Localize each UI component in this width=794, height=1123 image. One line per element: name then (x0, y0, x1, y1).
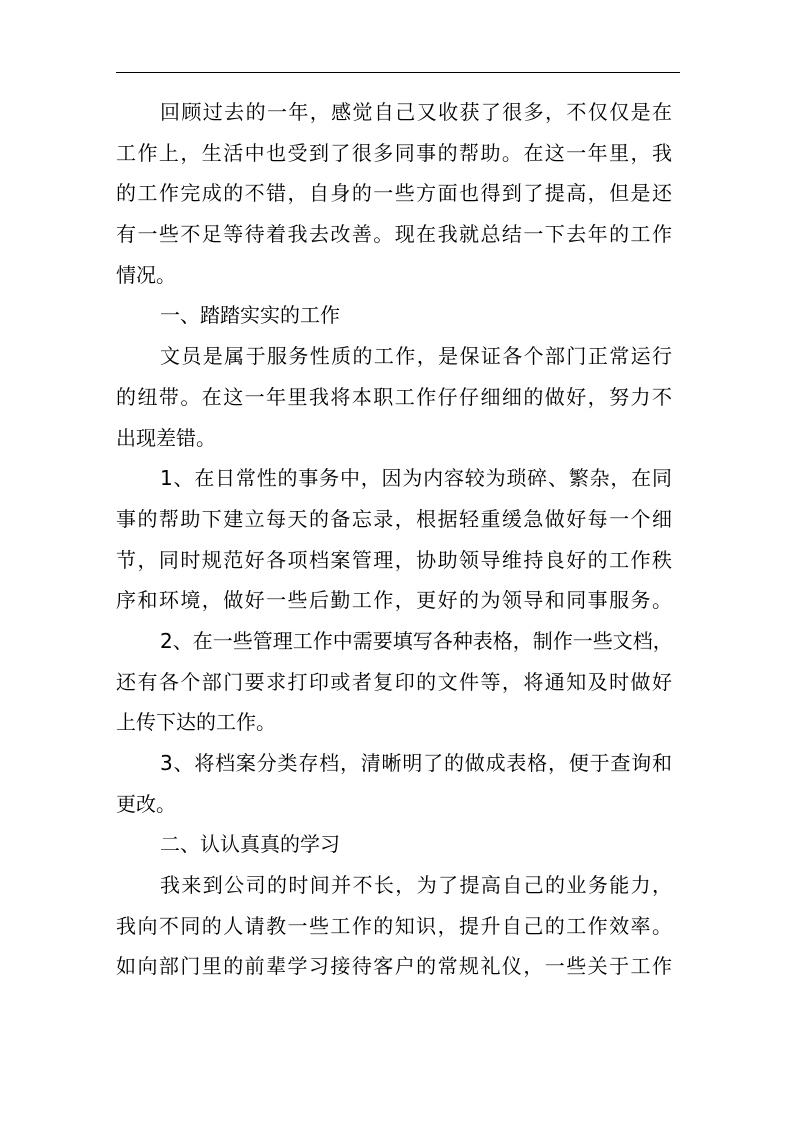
section-heading: 二、认认真真的学习 (160, 832, 340, 857)
text-line: 3、将档案分类存档，清晰明了的做成表格，便于查询和 (160, 751, 672, 775)
text-line: 我向不同的人请教一些工作的知识，提升自己的工作效率。 (116, 913, 672, 938)
text-line: 节，同时规范好各项档案管理，协助领导维持良好的工作秩 (116, 547, 672, 572)
text-line: 如向部门里的前辈学习接待客户的常规礼仪，一些关于工作 (116, 954, 672, 979)
text-line: 1、在日常性的事务中，因为内容较为琐碎、繁杂，在同 (160, 466, 672, 491)
text-line: 工作上，生活中也受到了很多同事的帮助。在这一年里，我 (116, 140, 672, 165)
document-body (116, 92, 672, 987)
text-line: 我来到公司的时间并不长，为了提高自己的业务能力， (160, 873, 672, 898)
text-line: 上传下达的工作。 (116, 710, 276, 735)
text-line: 回顾过去的一年，感觉自己又收获了很多，不仅仅是在 (160, 100, 672, 124)
text-line: 事的帮助下建立每天的备忘录，根据轻重缓急做好每一个细 (116, 506, 672, 531)
text-line: 更改。 (116, 791, 176, 816)
section-heading: 一、踏踏实实的工作 (160, 303, 340, 328)
text-line: 有一些不足等待着我去改善。现在我就总结一下去年的工作 (116, 222, 672, 247)
header-rule (116, 72, 680, 73)
text-line: 的纽带。在这一年里我将本职工作仔仔细细的做好，努力不 (116, 384, 672, 409)
text-line: 的工作完成的不错，自身的一些方面也得到了提高，但是还 (116, 181, 672, 206)
text-line: 2、在一些管理工作中需要填写各种表格，制作一些文档， (160, 628, 673, 653)
text-line: 序和环境，做好一些后勤工作，更好的为领导和同事服务。 (116, 588, 672, 613)
text-line: 情况。 (116, 262, 176, 287)
text-line: 出现差错。 (116, 425, 216, 450)
text-line: 文员是属于服务性质的工作，是保证各个部门正常运行 (160, 344, 672, 369)
text-line: 还有各个部门要求打印或者复印的文件等，将通知及时做好 (116, 669, 672, 694)
